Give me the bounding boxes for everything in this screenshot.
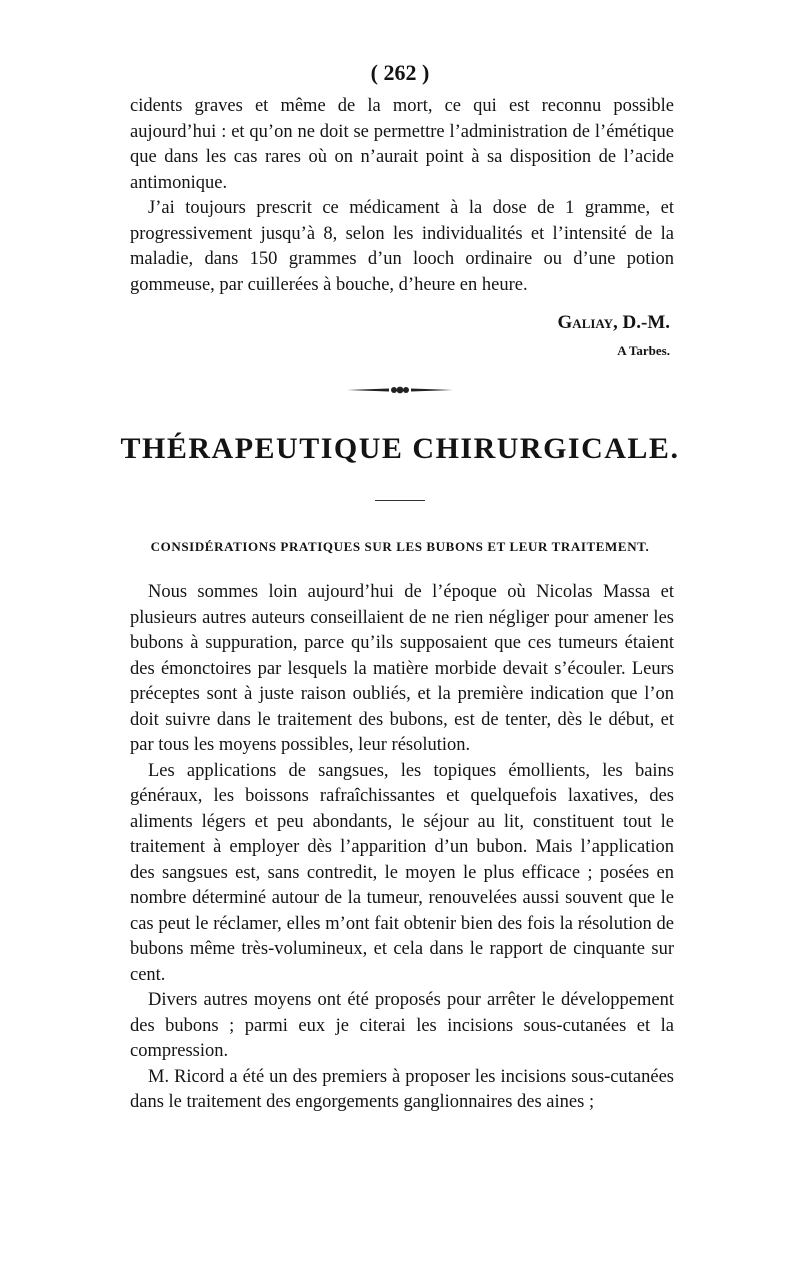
- paragraph: cidents graves et même de la mort, ce qui est reconnu possible aujourd’hui : et qu’on ne doit se permettre l’administration de l’émétique que dans les cas rares où on n’aurait point à sa disposition de l’acide antimonique.: [130, 96, 674, 193]
- paragraph: J’ai toujours prescrit ce médicament à la dose de 1 gramme, et progressivement jusqu’à 8, selon les individualités et l’intensité de la maladie, dans 150 grammes d’un looch ordinaire ou d’une potion gommeuse, par cuillerées à bouche, d’heure en heure.: [130, 198, 674, 295]
- author-title: , D.-M.: [613, 312, 670, 333]
- paragraph: Divers autres moyens ont été proposés pour arrêter le développement des bubons ; parmi eux je citerai les incisions sous-cutanées et la compression.: [130, 990, 674, 1061]
- section-subtitle: CONSIDÉRATIONS PRATIQUES SUR LES BUBONS ET LEUR TRAITEMENT.: [150, 539, 650, 554]
- paragraph: Les applications de sangsues, les topiques émollients, les bains généraux, les boissons rafraîchissantes et quelquefois laxatives, des aliments légers et peu abondants, le séjour au lit, constituent tout le traitement à employer dès l’apparition d’un bubon. Mais l’application des sangsues est, sans contredit, le moyen le plus efficace ; posées en nombre déterminé autour de la tumeur, renouvelées aussi souvent que le cas peut le réclamer, elles m’ont fait obtenir bien des fois la résolution de bubons même très-volumineux, et cela dans le rapport de cinquante sur cent.: [130, 760, 674, 985]
- ornament-divider: [345, 380, 455, 400]
- author-name: Galiay: [557, 312, 614, 333]
- page-number: ( 262 ): [370, 60, 430, 85]
- author-location: A Tarbes.: [617, 343, 670, 358]
- section-body: [130, 580, 674, 1116]
- section-title: THÉRAPEUTIQUE CHIRURGICALE.: [120, 432, 680, 465]
- paragraph: M. Ricord a été un des premiers à proposer les incisions sous-cutanées dans le traitement des engorgements ganglionnaires des aines ;: [130, 1066, 674, 1112]
- author-signature: [558, 312, 670, 334]
- continuation-text: [130, 94, 674, 298]
- paragraph: Nous sommes loin aujourd’hui de l’époque où Nicolas Massa et plusieurs autres auteurs conseillaient de ne rien négliger pour amener les bubons à suppuration, parce qu’ils supposaient que ces tumeurs étaient des émonctoires par lesquels la matière morbide devait s’écouler. Leurs préceptes sont à juste raison oubliés, et la première indication que l’on doit suivre dans le traitement des bubons, est de tenter, dès le début, et par tous les moyens possibles, leur résolution.: [130, 582, 674, 755]
- divider-rule: [375, 500, 425, 501]
